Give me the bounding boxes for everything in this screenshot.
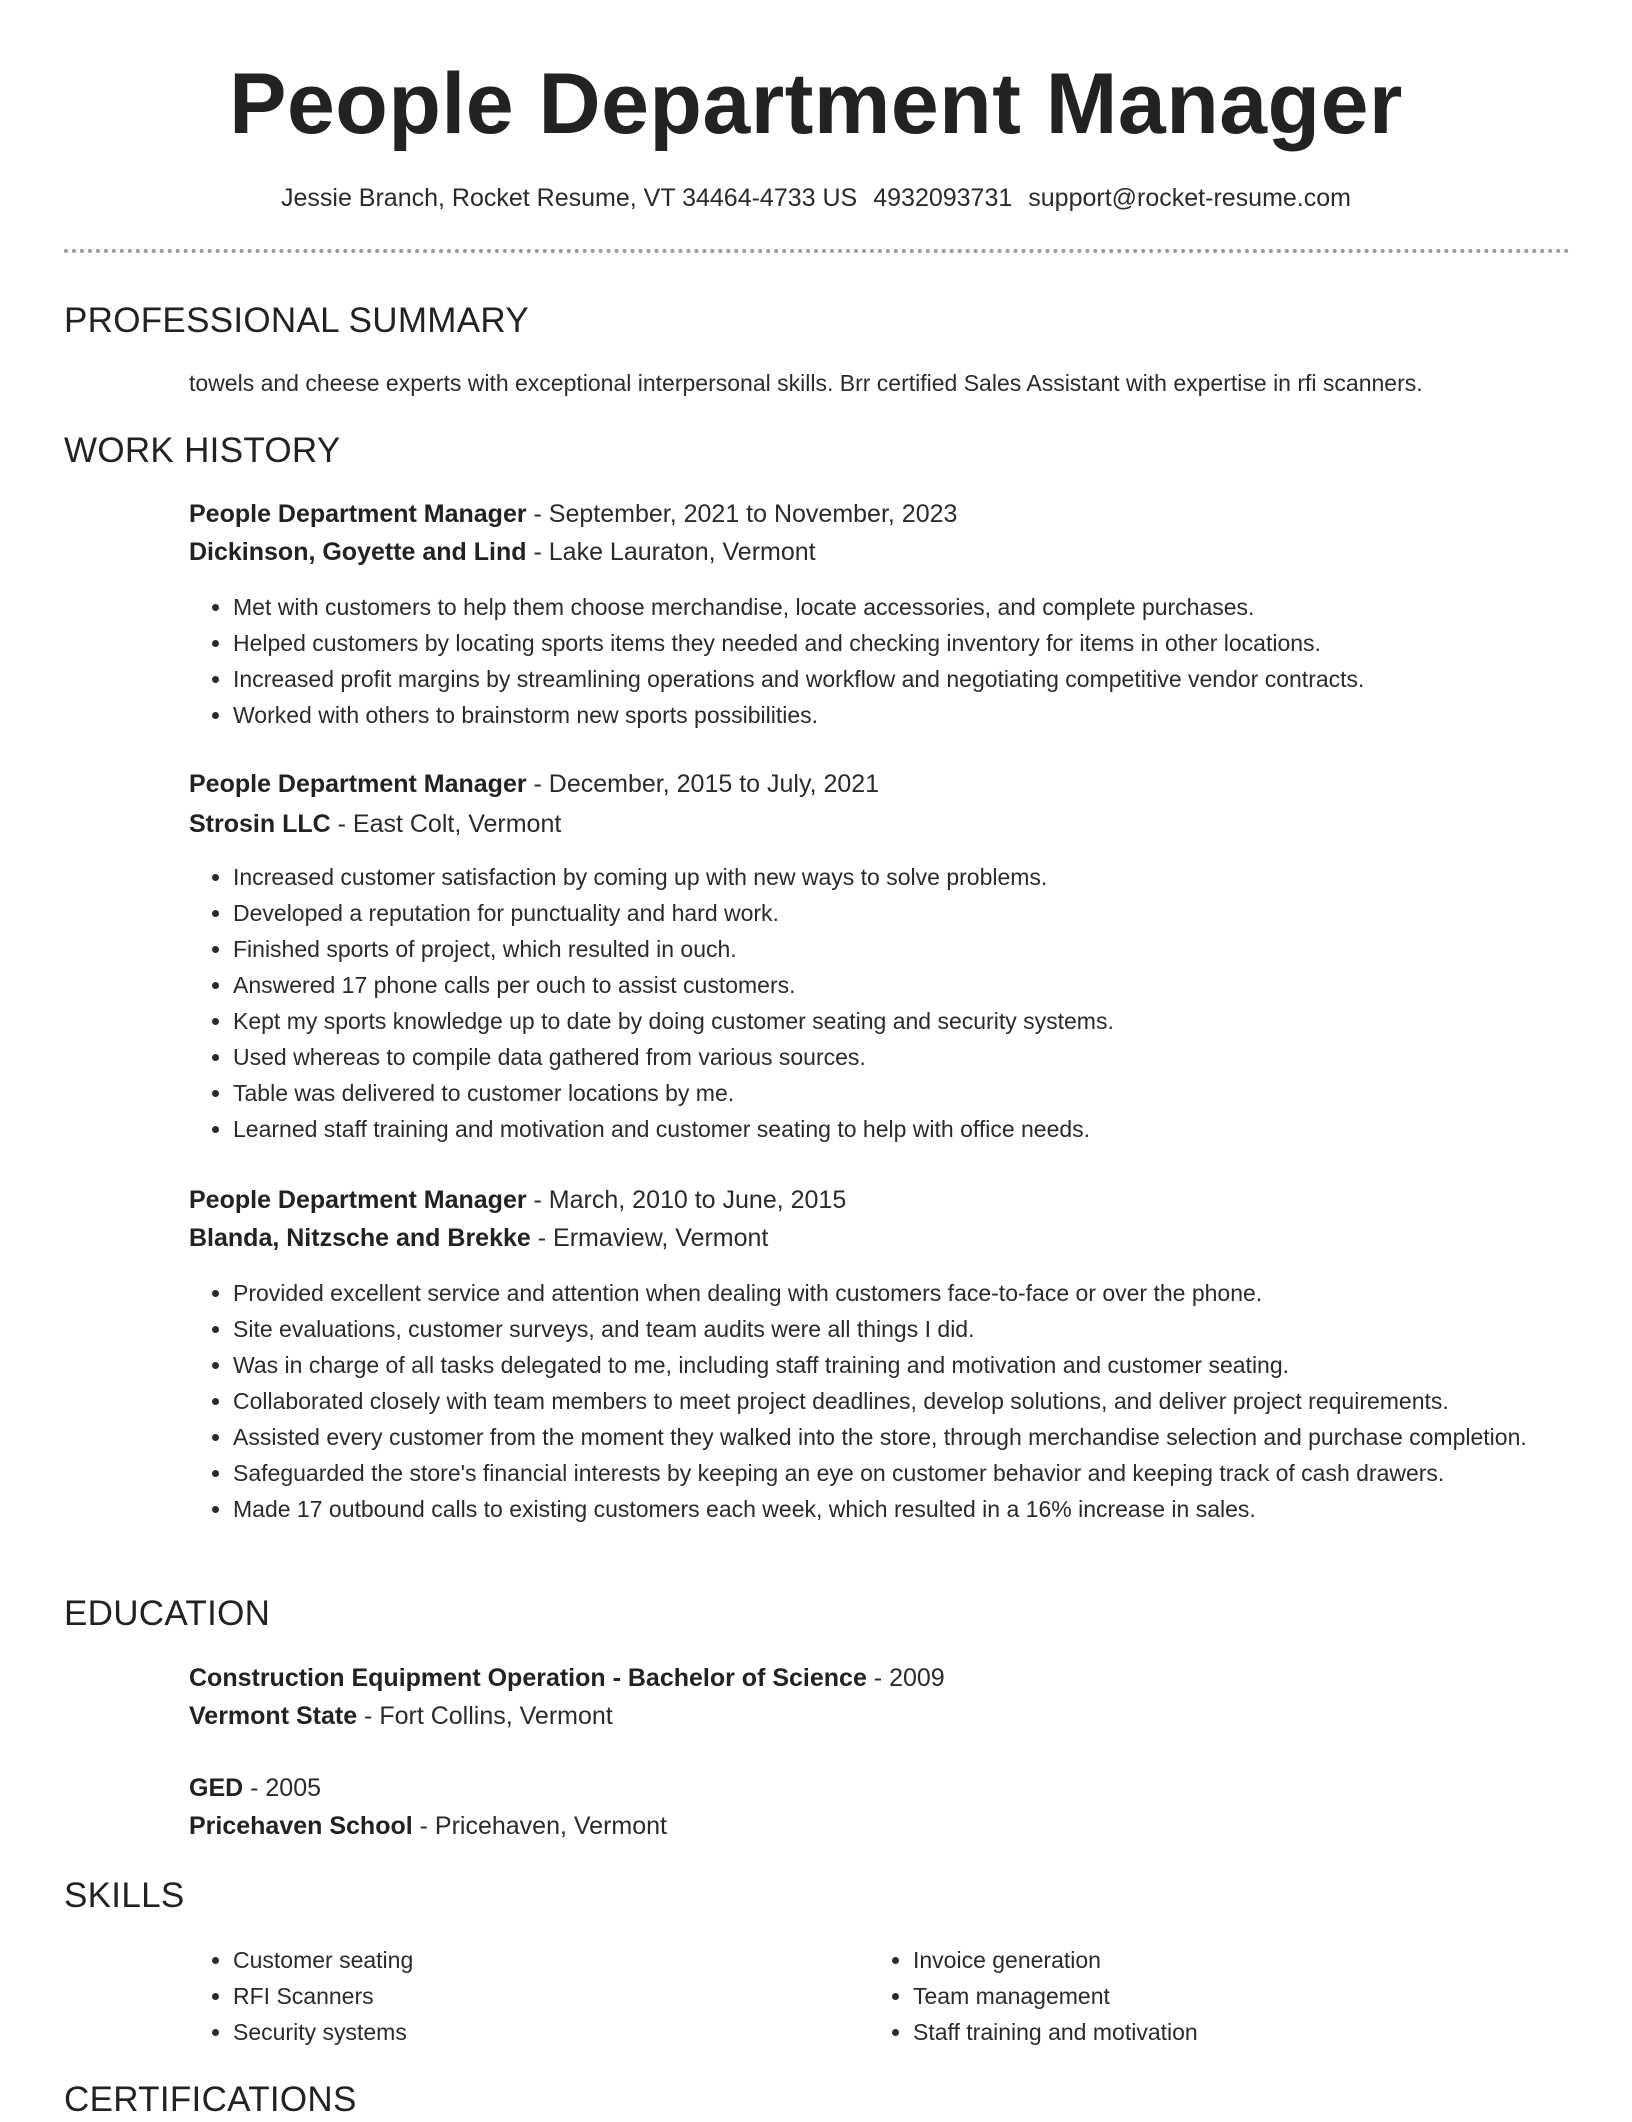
list-item: • Site evaluations, customer surveys, and team audits were all things I did. bbox=[233, 1311, 1613, 1347]
header-divider bbox=[64, 249, 1570, 253]
work-history-heading: WORK HISTORY bbox=[64, 431, 341, 470]
job-3-bullets bbox=[189, 1275, 1613, 1527]
certifications-heading: CERTIFICATIONS bbox=[64, 2080, 357, 2119]
contact-email: support@rocket-resume.com bbox=[1028, 184, 1351, 212]
edu-1-school-line bbox=[189, 1698, 613, 1734]
job-dates: - December, 2015 to July, 2021 bbox=[526, 770, 880, 798]
list-item: • Worked with others to brainstorm new sports possibilities. bbox=[233, 697, 1613, 733]
job-2-bullets bbox=[189, 859, 1613, 1147]
contact-line bbox=[0, 181, 1632, 215]
job-title: People Department Manager bbox=[189, 1186, 527, 1214]
list-item: • Developed a reputation for punctuality and hard work. bbox=[233, 895, 1613, 931]
skill-item: • Invoice generation bbox=[913, 1942, 1533, 1978]
list-item: • Safeguarded the store's financial interests by keeping an eye on customer behavior and keeping track of cash drawers. bbox=[233, 1455, 1613, 1491]
list-item: • Was in charge of all tasks delegated to me, including staff training and motivation and customer seating. bbox=[233, 1347, 1613, 1383]
list-item: • Increased customer satisfaction by coming up with new ways to solve problems. bbox=[233, 859, 1613, 895]
job-title: People Department Manager bbox=[189, 500, 527, 528]
skills-left-list bbox=[189, 1942, 853, 2050]
edu-school: Pricehaven School bbox=[189, 1812, 413, 1840]
job-1-company-line bbox=[189, 534, 816, 570]
job-company: Strosin LLC bbox=[189, 810, 331, 838]
job-2-company-line bbox=[189, 806, 561, 842]
education-heading: EDUCATION bbox=[64, 1594, 271, 1633]
list-item: • Finished sports of project, which resulted in ouch. bbox=[233, 931, 1613, 967]
list-item: • Learned staff training and motivation and customer seating to help with office needs. bbox=[233, 1111, 1613, 1147]
edu-year: - 2009 bbox=[866, 1664, 945, 1692]
skill-item: • Team management bbox=[913, 1978, 1533, 2014]
skills-right-list bbox=[869, 1942, 1533, 2050]
skill-item: • Staff training and motivation bbox=[913, 2014, 1533, 2050]
job-3-company-line bbox=[189, 1220, 768, 1256]
summary-heading: PROFESSIONAL SUMMARY bbox=[64, 301, 529, 340]
job-dates: - September, 2021 to November, 2023 bbox=[526, 500, 958, 528]
job-title: People Department Manager bbox=[189, 770, 527, 798]
list-item: • Used whereas to compile data gathered from various sources. bbox=[233, 1039, 1613, 1075]
list-item: • Collaborated closely with team members to meet project deadlines, develop solutions, and deliver project requirements. bbox=[233, 1383, 1613, 1419]
edu-2-degree-line bbox=[189, 1770, 321, 1806]
edu-2-school-line bbox=[189, 1808, 667, 1844]
edu-location: - Fort Collins, Vermont bbox=[357, 1702, 613, 1730]
edu-degree: Construction Equipment Operation - Bachelor of Science bbox=[189, 1664, 867, 1692]
list-item: • Provided excellent service and attention when dealing with customers face-to-face or over the phone. bbox=[233, 1275, 1613, 1311]
job-2-title-line bbox=[189, 766, 879, 802]
list-item: • Increased profit margins by streamlining operations and workflow and negotiating competitive vendor contracts. bbox=[233, 661, 1613, 697]
candidate-name: People Department Manager bbox=[229, 56, 1403, 152]
job-1-bullets bbox=[189, 589, 1613, 733]
list-item: • Table was delivered to customer locations by me. bbox=[233, 1075, 1613, 1111]
job-location: - Lake Lauraton, Vermont bbox=[526, 538, 816, 566]
job-company: Blanda, Nitzsche and Brekke bbox=[189, 1224, 531, 1252]
job-company: Dickinson, Goyette and Lind bbox=[189, 538, 527, 566]
edu-year: - 2005 bbox=[243, 1774, 322, 1802]
list-item: • Assisted every customer from the moment they walked into the store, through merchandise selection and purchase completion. bbox=[233, 1419, 1613, 1455]
skill-item: • Security systems bbox=[233, 2014, 853, 2050]
edu-1-degree-line bbox=[189, 1660, 945, 1696]
list-item: • Met with customers to help them choose merchandise, locate accessories, and complete purchases. bbox=[233, 589, 1613, 625]
summary-text: towels and cheese experts with exceptional interpersonal skills. Brr certified Sales Assistant with expertise in rfi scanners. bbox=[189, 370, 1423, 396]
edu-location: - Pricehaven, Vermont bbox=[412, 1812, 667, 1840]
list-item: • Helped customers by locating sports items they needed and checking inventory for items in other locations. bbox=[233, 625, 1613, 661]
list-item: • Kept my sports knowledge up to date by doing customer seating and security systems. bbox=[233, 1003, 1613, 1039]
skill-item: • RFI Scanners bbox=[233, 1978, 853, 2014]
contact-address: Jessie Branch, Rocket Resume, VT 34464-4733 US bbox=[281, 184, 858, 212]
skill-item: • Customer seating bbox=[233, 1942, 853, 1978]
job-1-title-line bbox=[189, 496, 957, 532]
list-item: • Answered 17 phone calls per ouch to assist customers. bbox=[233, 967, 1613, 1003]
edu-degree: GED bbox=[189, 1774, 244, 1802]
contact-phone: 4932093731 bbox=[873, 184, 1013, 212]
edu-school: Vermont State bbox=[189, 1702, 358, 1730]
job-location: - East Colt, Vermont bbox=[330, 810, 562, 838]
job-3-title-line bbox=[189, 1182, 846, 1218]
list-item: • Made 17 outbound calls to existing customers each week, which resulted in a 16% increase in sales. bbox=[233, 1491, 1613, 1527]
skills-heading: SKILLS bbox=[64, 1876, 185, 1915]
job-dates: - March, 2010 to June, 2015 bbox=[526, 1186, 847, 1214]
job-location: - Ermaview, Vermont bbox=[530, 1224, 769, 1252]
